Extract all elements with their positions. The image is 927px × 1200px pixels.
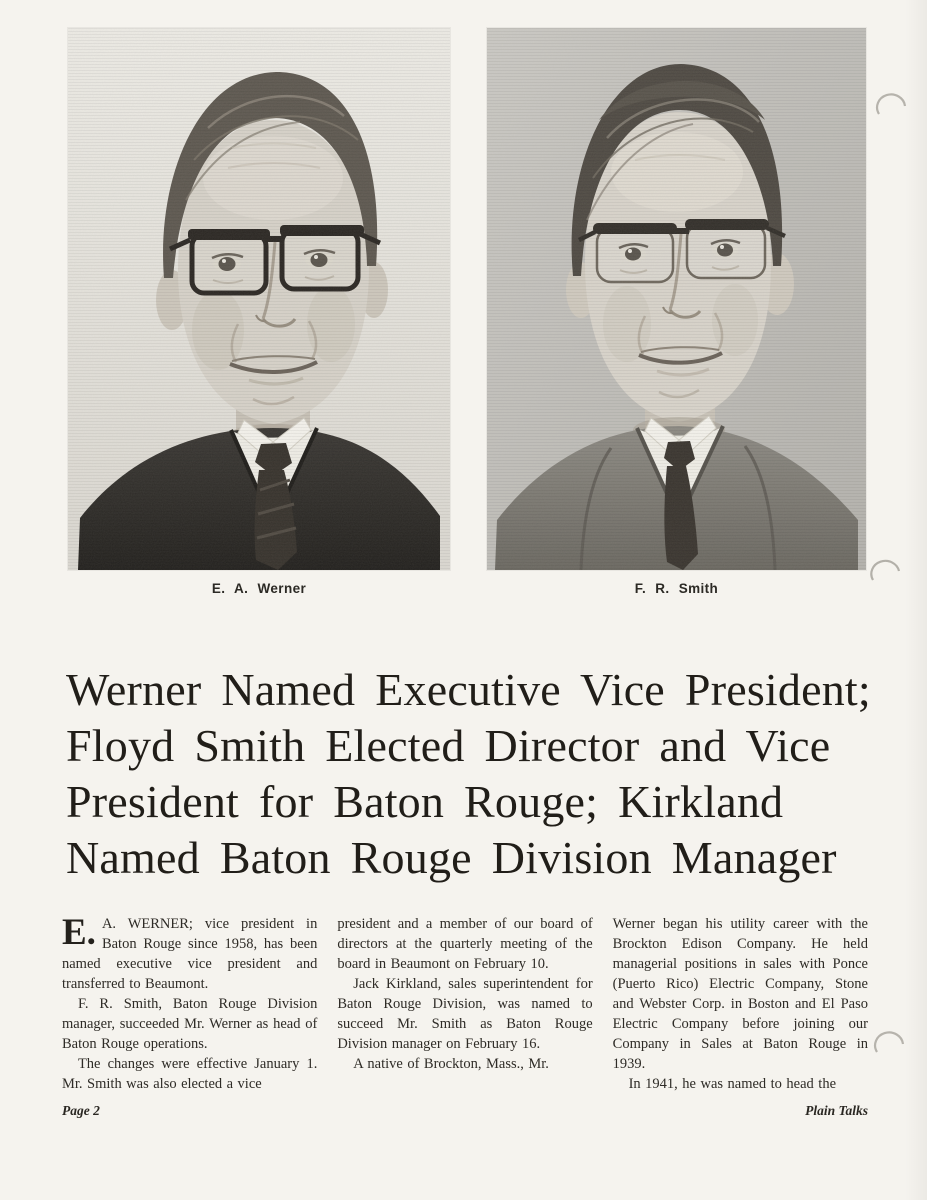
- paragraph: A native of Brockton, Mass., Mr.: [353, 1056, 549, 1072]
- article-body: [62, 914, 868, 1094]
- page-footer: [62, 1103, 868, 1119]
- paragraph: Jack Kirkland, sales superintendent for Baton Rouge Division, was named to succeed Mr. Smith as Baton Rouge Division manager on February 16.: [337, 976, 593, 1052]
- publication-title: Plain Talks: [805, 1103, 868, 1118]
- photo-caption-werner: E. A. Werner: [211, 581, 307, 596]
- paragraph: Werner began his utility career with the Brockton Edison Company. He held managerial positions in sales with Ponce (Puerto Rico) Electric Company, Stone and Webster Corp. in Boston and El Paso Electric Company before joining our Company in Sales at Baton Rouge in 1939.: [612, 916, 868, 1072]
- headline-line: Named Baton Rouge Division Manager: [66, 832, 837, 883]
- portrait-photo-werner: [68, 28, 450, 570]
- paragraph: F. R. Smith, Baton Rouge Division manager, succeeded Mr. Werner as head of Baton Rouge operations.: [62, 996, 318, 1052]
- photo-caption-smith: F. R. Smith: [634, 581, 719, 596]
- paragraph: The changes were effective January 1. Mr. Smith was also elected a vice: [62, 1056, 318, 1092]
- headline-line: Werner Named Executive Vice President;: [66, 664, 871, 715]
- article-column-2: [337, 914, 592, 1094]
- article-headline: [66, 662, 882, 886]
- page-curl-mark-icon: [868, 548, 904, 590]
- paragraph: In 1941, he was named to head the: [628, 1076, 837, 1092]
- paragraph: [62, 914, 317, 994]
- portrait-illustration-werner: [68, 28, 450, 570]
- page-number-label: Page 2: [62, 1103, 100, 1118]
- portrait-illustration-smith: [487, 28, 866, 570]
- paragraph-text: A. WERNER; vice president in Baton Rouge since 1958, has been named executive vice president and transferred to Beaumont.: [62, 916, 318, 992]
- page-curl-mark-icon: [872, 1022, 908, 1064]
- portrait-photo-smith: [487, 28, 866, 570]
- headline-line: Floyd Smith Elected Director and Vice: [66, 720, 831, 771]
- drop-cap: E.: [62, 912, 96, 953]
- page-curl-mark-icon: [874, 84, 910, 126]
- article-column-3: [613, 914, 868, 1094]
- headline-line: President for Baton Rouge; Kirkland: [66, 776, 784, 827]
- paragraph: president and a member of our board of directors at the quarterly meeting of the board in Beaumont on February 10.: [337, 916, 593, 972]
- article-column-1: [62, 914, 317, 1094]
- scan-edge-shadow: [905, 0, 927, 1200]
